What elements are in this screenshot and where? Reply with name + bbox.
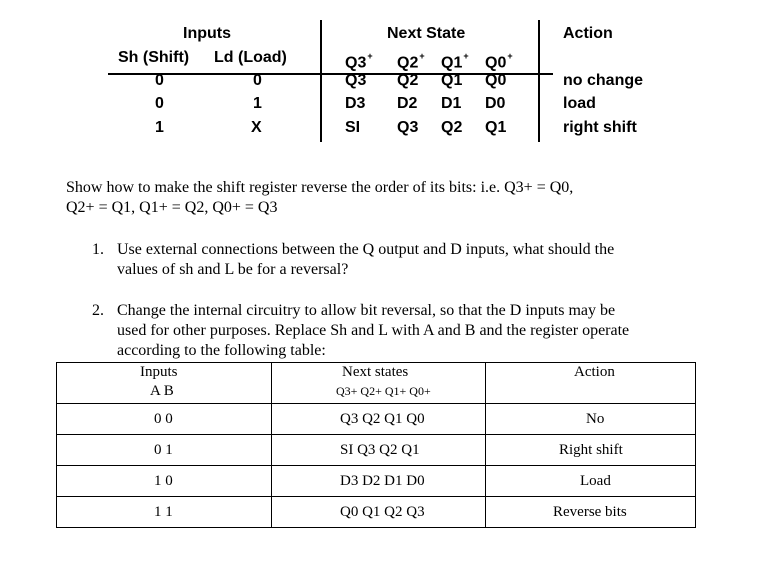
action-header: Action	[563, 25, 613, 42]
q2-line-3: according to the following table:	[117, 342, 326, 359]
row1-action: load	[563, 95, 596, 112]
bt-row3-action: Reverse bits	[553, 504, 627, 520]
bt-row2-next: D3 D2 D1 D0	[340, 473, 425, 489]
q2-plus-header: Q2+	[397, 51, 425, 72]
column-divider	[538, 20, 540, 142]
row1-sh: 0	[155, 95, 164, 112]
bt-ab-header: A B	[150, 383, 174, 399]
row2-q1: Q2	[441, 119, 463, 136]
state-table-image	[108, 12, 660, 152]
row0-q2: Q2	[397, 72, 419, 89]
row1-ld: 1	[253, 95, 262, 112]
bt-row1-action: Right shift	[559, 442, 623, 458]
q2-line-2: used for other purposes. Replace Sh and L with A and B and the register operate	[117, 322, 630, 339]
bt-row0-action: No	[586, 411, 605, 427]
q2-line-1: Change the internal circuitry to allow bit reversal, so that the D inputs may be	[117, 302, 616, 319]
row2-q2: Q3	[397, 119, 419, 136]
row2-action: right shift	[563, 119, 637, 136]
row0-q0: Q0	[485, 72, 507, 89]
row0-ld: 0	[253, 72, 262, 89]
row0-sh: 0	[155, 72, 164, 89]
bt-row2-ab: 1 0	[154, 473, 173, 489]
q1-number: 1.	[92, 241, 104, 258]
next-state-header: Next State	[387, 25, 466, 42]
row1-q0: D0	[485, 95, 506, 112]
q2-number: 2.	[92, 302, 104, 319]
bt-inputs-header: Inputs	[140, 364, 178, 380]
q1-line-2: values of sh and L be for a reversal?	[117, 261, 349, 278]
bt-action-header: Action	[574, 364, 615, 380]
bt-row0-next: Q3 Q2 Q1 Q0	[340, 411, 425, 427]
bt-row3-ab: 1 1	[154, 504, 173, 520]
sh-header: Sh (Shift)	[118, 49, 190, 66]
q0-plus-header: Q0+	[485, 51, 513, 72]
row1-q3: D3	[345, 95, 366, 112]
q3-plus-header: Q3+	[345, 51, 373, 72]
bt-row3-next: Q0 Q1 Q2 Q3	[340, 504, 425, 520]
q1-line-1: Use external connections between the Q output and D inputs, what should the	[117, 241, 615, 258]
q1-plus-header: Q1+	[441, 51, 469, 72]
inputs-header: Inputs	[183, 25, 231, 42]
row1-q2: D2	[397, 95, 418, 112]
bt-row1-next: SI Q3 Q2 Q1	[340, 442, 420, 458]
ld-header: Ld (Load)	[214, 49, 287, 66]
row0-q3: Q3	[345, 72, 367, 89]
column-divider	[320, 20, 322, 142]
row1-q1: D1	[441, 95, 462, 112]
intro-line-2: Q2+ = Q1, Q1+ = Q2, Q0+ = Q3	[66, 199, 278, 216]
bt-row2-action: Load	[580, 473, 611, 489]
row0-action: no change	[563, 72, 644, 89]
intro-line-1: Show how to make the shift register reverse the order of its bits: i.e. Q3+ = Q0,	[66, 179, 574, 196]
row2-sh: 1	[155, 119, 164, 136]
row2-q0: Q1	[485, 119, 507, 136]
row0-q1: Q1	[441, 72, 463, 89]
row2-q3: SI	[345, 119, 361, 136]
bt-row0-ab: 0 0	[154, 411, 173, 427]
row2-ld: X	[251, 119, 262, 136]
bt-next-states-header: Next states	[342, 364, 409, 380]
bt-next-states-sub: Q3+ Q2+ Q1+ Q0+	[336, 384, 431, 398]
operation-table	[56, 362, 696, 528]
bt-row1-ab: 0 1	[154, 442, 173, 458]
